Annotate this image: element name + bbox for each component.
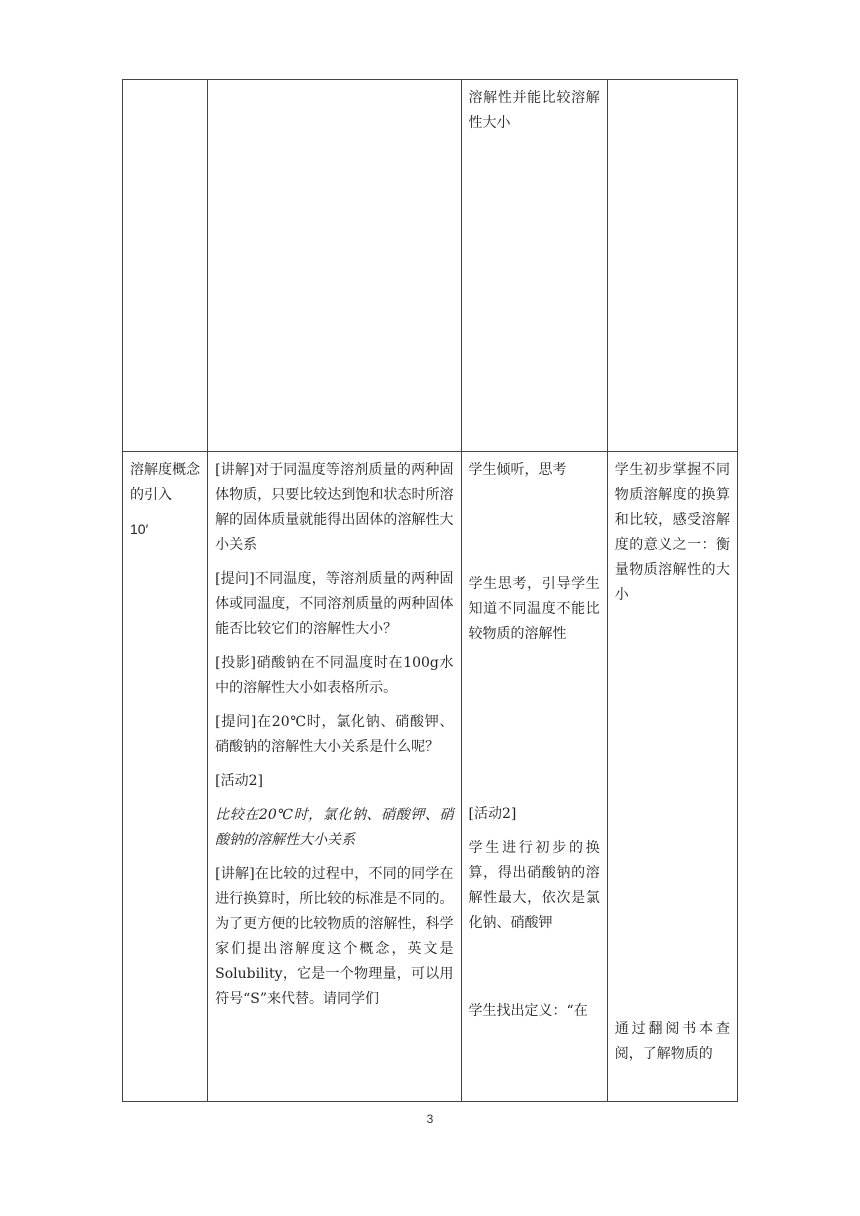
row1-col2-cell	[208, 80, 461, 452]
lesson-plan-table	[122, 79, 738, 1102]
page-number: 3	[426, 1112, 434, 1126]
student-activity-4: 学生找出定义：“在	[468, 1003, 588, 1019]
row1-col3-text: 溶解性并能比较溶解性大小	[468, 90, 600, 131]
student-activity-3: 学生进行初步的换算，得出硝酸钠的溶解性最大，依次是氯化钠、硝酸钾	[468, 840, 600, 931]
row2-col1-cell	[123, 452, 208, 1102]
teacher-question-1: [提问]不同温度，等溶剂质量的两种固体或同温度，不同溶剂质量的两种固体能否比较它们的溶解性大小？	[215, 571, 454, 637]
activity-2-task: 比较在20℃时，氯化钠、硝酸钾、硝酸钠的溶解性大小关系	[215, 807, 454, 848]
section-duration: 10′	[130, 521, 149, 537]
teacher-projection: [投影]硝酸钠在不同温度时在100g水中的溶解性大小如表格所示。	[215, 655, 454, 696]
section-title: 溶解度概念的引入	[130, 462, 201, 503]
student-activity-heading: [活动2]	[468, 806, 517, 822]
row1-col1-cell	[123, 80, 208, 452]
row1-col3-cell	[461, 80, 607, 452]
teacher-lecture-2: [讲解]在比较的过程中，不同的同学在进行换算时，所比较的标准是不同的。为了更方便的比较物质的溶解性，科学家们提出溶解度这个概念，英文是Solubility，它是一个物理量，可以用符号“S”来代替。请同学们	[215, 866, 454, 1007]
student-activity-1: 学生倾听，思考	[468, 462, 567, 478]
row2-col2-cell	[208, 452, 461, 1102]
teacher-question-2: [提问]在20℃时，氯化钠、硝酸钾、硝酸钠的溶解性大小关系是什么呢？	[215, 714, 454, 755]
design-intent-2: 通过翻阅书本查阅，了解物质的	[614, 1021, 730, 1062]
student-activity-2: 学生思考，引导学生知道不同温度不能比较物质的溶解性	[468, 576, 600, 642]
row2-col4-cell	[607, 452, 737, 1102]
row1-col4-cell	[607, 80, 737, 452]
row2-col3-cell	[461, 452, 607, 1102]
table-row	[123, 80, 738, 452]
activity-2-heading: [活动2]	[215, 773, 263, 789]
table-row	[123, 452, 738, 1102]
design-intent-1: 学生初步掌握不同物质溶解度的换算和比较，感受溶解度的意义之一：衡量物质溶解性的大小	[614, 462, 730, 603]
teacher-lecture-1: [讲解]对于同温度等溶剂质量的两种固体物质，只要比较达到饱和状态时所溶解的固体质量就能得出固体的溶解性大小关系	[215, 462, 454, 553]
